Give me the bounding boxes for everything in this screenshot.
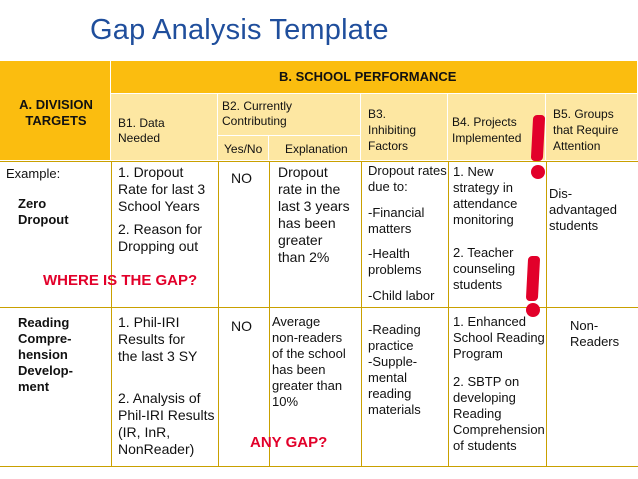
groups-attention: Dis- advantaged students: [549, 186, 617, 233]
data-needed-2: 2. Reason for Dropping out: [118, 221, 203, 254]
yes-no-value: NO: [231, 170, 252, 186]
row-divider: [0, 161, 638, 162]
projects-2: 2. SBTP on developing Reading Comprehension of students: [453, 374, 545, 453]
row-divider: [0, 466, 638, 467]
inhibiting-factors-4: -Child labor: [368, 288, 435, 303]
data-needed-1: 1. Dropout Rate for last 3 School Years: [118, 164, 206, 214]
inhibiting-factors-2: -Financial matters: [368, 205, 425, 236]
column-divider: [448, 161, 449, 466]
projects-2: 2. Teacher counseling students: [453, 245, 516, 292]
column-divider: [361, 161, 362, 466]
b5-label: B5. Groups that Require Attention: [553, 107, 619, 153]
column-divider: [218, 161, 219, 466]
column-divider: [546, 161, 547, 466]
callout-any-gap: ANY GAP?: [250, 434, 328, 451]
projects-1: 1. New strategy in attendance monitoring: [453, 164, 518, 227]
division-targets-label: A. DIVISION TARGETS: [19, 97, 93, 128]
b2-label: B2. Currently Contributing: [222, 99, 293, 128]
b3-label: B3. Inhibiting Factors: [368, 107, 417, 153]
inhibiting-factors-3: -Health problems: [368, 246, 422, 277]
data-needed-2: 2. Analysis of Phil-IRI Results (IR, InR, NonReader): [118, 390, 215, 457]
b2-explanation-label: Explanation: [285, 142, 348, 156]
page-title: Gap Analysis Template: [90, 14, 389, 46]
projects-1: 1. Enhanced School Reading Program: [453, 314, 545, 361]
explanation-text: Average non-readers of the school has been greater than 10%: [272, 314, 346, 409]
yes-no-value: NO: [231, 318, 252, 334]
column-divider: [111, 161, 112, 466]
school-performance-label: B. SCHOOL PERFORMANCE: [279, 69, 457, 84]
b4-label: B4. Projects Implemented: [452, 115, 522, 145]
data-needed-1: 1. Phil-IRI Results for the last 3 SY: [118, 314, 198, 364]
column-divider: [269, 161, 270, 466]
target-reading-comprehension: Reading Compre- hension Develop- ment: [18, 315, 73, 394]
b2-yesno-label: Yes/No: [224, 142, 263, 156]
target-zero-dropout: Zero Dropout: [18, 196, 69, 227]
explanation-text: Dropout rate in the last 3 years has been greater than 2%: [278, 164, 350, 265]
row-divider: [0, 307, 638, 308]
inhibiting-factors-1: Dropout rates due to:: [368, 163, 447, 194]
inhibiting-factors: -Reading practice -Supple- mental reading materials: [368, 322, 421, 417]
b1-label: B1. Data Needed: [118, 116, 165, 145]
groups-attention: Non- Readers: [570, 318, 620, 349]
example-label: Example:: [6, 166, 61, 181]
callout-where-gap: WHERE IS THE GAP?: [43, 272, 198, 289]
